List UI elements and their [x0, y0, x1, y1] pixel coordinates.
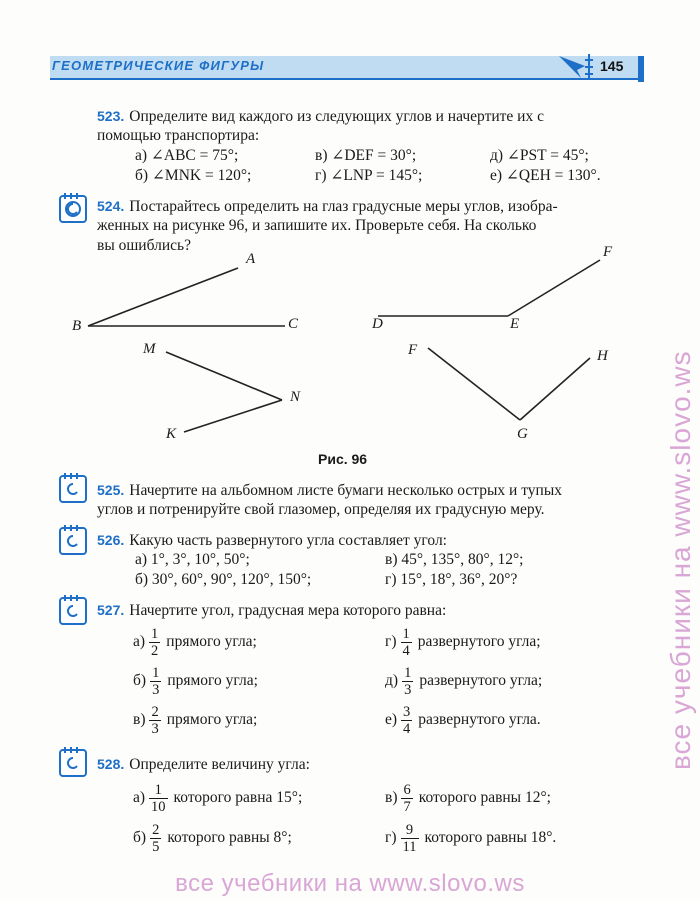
problem-528-item: б) $\frac{2}{5}$ которого равны 8°;	[133, 822, 292, 855]
problem-525-line1: 525. Начертите на альбомном листе бумаги несколько острых и тупых	[97, 482, 562, 499]
problem-525-line2: углов и потренируйте свой глазомер, определяя их градусную меру.	[97, 501, 545, 518]
problem-528-item: а) $\frac{1}{10}$ которого равна 15°;	[133, 782, 303, 815]
point-label-h: H	[597, 348, 608, 364]
point-label-b: B	[72, 318, 82, 334]
point-label-g: G	[517, 426, 528, 442]
problem-523-line1: 523. Определите вид каждого из следующих углов и начертите их с	[97, 108, 544, 125]
problem-527-item: в) $\frac{2}{3}$ прямого угла;	[133, 704, 258, 737]
problem-number: 524.	[97, 198, 125, 214]
point-label-d: D	[372, 316, 383, 332]
problem-523-item: в) ∠DEF = 30°;	[315, 147, 417, 164]
notebook-icon	[58, 192, 88, 224]
header-rule	[50, 78, 638, 80]
problem-523-item: а) ∠ABC = 75°;	[135, 147, 239, 164]
problem-number: 527.	[97, 602, 125, 618]
problem-528-item: г) $\frac{9}{11}$ которого равны 18°.	[385, 822, 557, 855]
ray-nm	[166, 352, 282, 400]
notebook-icon	[58, 746, 88, 778]
problem-526-line1: 526. Какую часть развернутого угла составляет угол:	[97, 532, 447, 549]
problem-527-item: б) $\frac{1}{3}$ прямого угла;	[133, 665, 258, 698]
notebook-icon	[58, 472, 88, 504]
ray-gh	[520, 358, 590, 420]
problem-number: 523.	[97, 108, 125, 124]
ray-ef	[508, 260, 600, 316]
point-label-f1: F	[603, 244, 613, 260]
problem-526-item: б) 30°, 60°, 90°, 120°, 150°;	[135, 571, 312, 588]
watermark-side: все учебники на www.slovo.ws	[665, 350, 696, 770]
problem-number: 528.	[97, 756, 125, 772]
ray-gf	[428, 348, 520, 420]
point-label-m: M	[143, 341, 156, 357]
problem-number: 525.	[97, 482, 125, 498]
point-label-e: E	[510, 316, 520, 332]
problem-523-item: б) ∠MNK = 120°;	[135, 167, 252, 184]
problem-523-item: е) ∠QEH = 130°.	[490, 167, 601, 184]
problem-524-line3: вы ошиблись?	[97, 237, 191, 254]
notebook-icon	[58, 594, 88, 626]
chapter-title: ГЕОМЕТРИЧЕСКИЕ ФИГУРЫ	[52, 58, 265, 73]
ray-ba	[88, 268, 238, 326]
point-label-a: A	[246, 251, 256, 267]
problem-524-line2: женных на рисунке 96, и запишите их. Проверьте себя. На сколько	[97, 217, 537, 234]
problem-523-line2: помощью транспортира:	[97, 127, 260, 144]
point-label-k: K	[166, 426, 177, 442]
point-label-c: C	[288, 316, 299, 332]
problem-527-item: а) $\frac{1}{2}$ прямого угла;	[133, 626, 257, 659]
point-label-n: N	[290, 389, 301, 405]
problem-number: 526.	[97, 532, 125, 548]
problem-526-item: в) 45°, 135°, 80°, 12°;	[385, 551, 524, 568]
problem-527-line1: 527. Начертите угол, градусная мера которого равна:	[97, 602, 447, 619]
problem-527-item: д) $\frac{1}{3}$ развернутого угла;	[385, 665, 543, 698]
problem-526-item: а) 1°, 3°, 10°, 50°;	[135, 551, 250, 568]
problem-526-item: г) 15°, 18°, 36°, 20°?	[385, 571, 518, 588]
pen-nib-icon	[555, 52, 600, 82]
ray-nk	[184, 400, 282, 432]
header-edge-block	[638, 56, 644, 82]
problem-523-item: г) ∠LNP = 145°;	[315, 167, 423, 184]
problem-528-item: в) $\frac{6}{7}$ которого равны 12°;	[385, 782, 551, 815]
problem-524-line1: 524. Постарайтесь определить на глаз градусные меры углов, изобра-	[97, 198, 558, 215]
problem-523-item: д) ∠PST = 45°;	[490, 147, 589, 164]
problem-528-line1: 528. Определите величину угла:	[97, 756, 310, 773]
page-number: 145	[600, 58, 624, 74]
watermark-bottom: все учебники на www.slovo.ws	[175, 870, 525, 897]
problem-527-item: е) $\frac{3}{4}$ развернутого угла.	[385, 704, 541, 737]
point-label-f2: F	[408, 342, 418, 358]
notebook-icon	[58, 524, 88, 556]
figure-caption: Рис. 96	[318, 451, 368, 467]
problem-527-item: г) $\frac{1}{4}$ развернутого угла;	[385, 626, 541, 659]
